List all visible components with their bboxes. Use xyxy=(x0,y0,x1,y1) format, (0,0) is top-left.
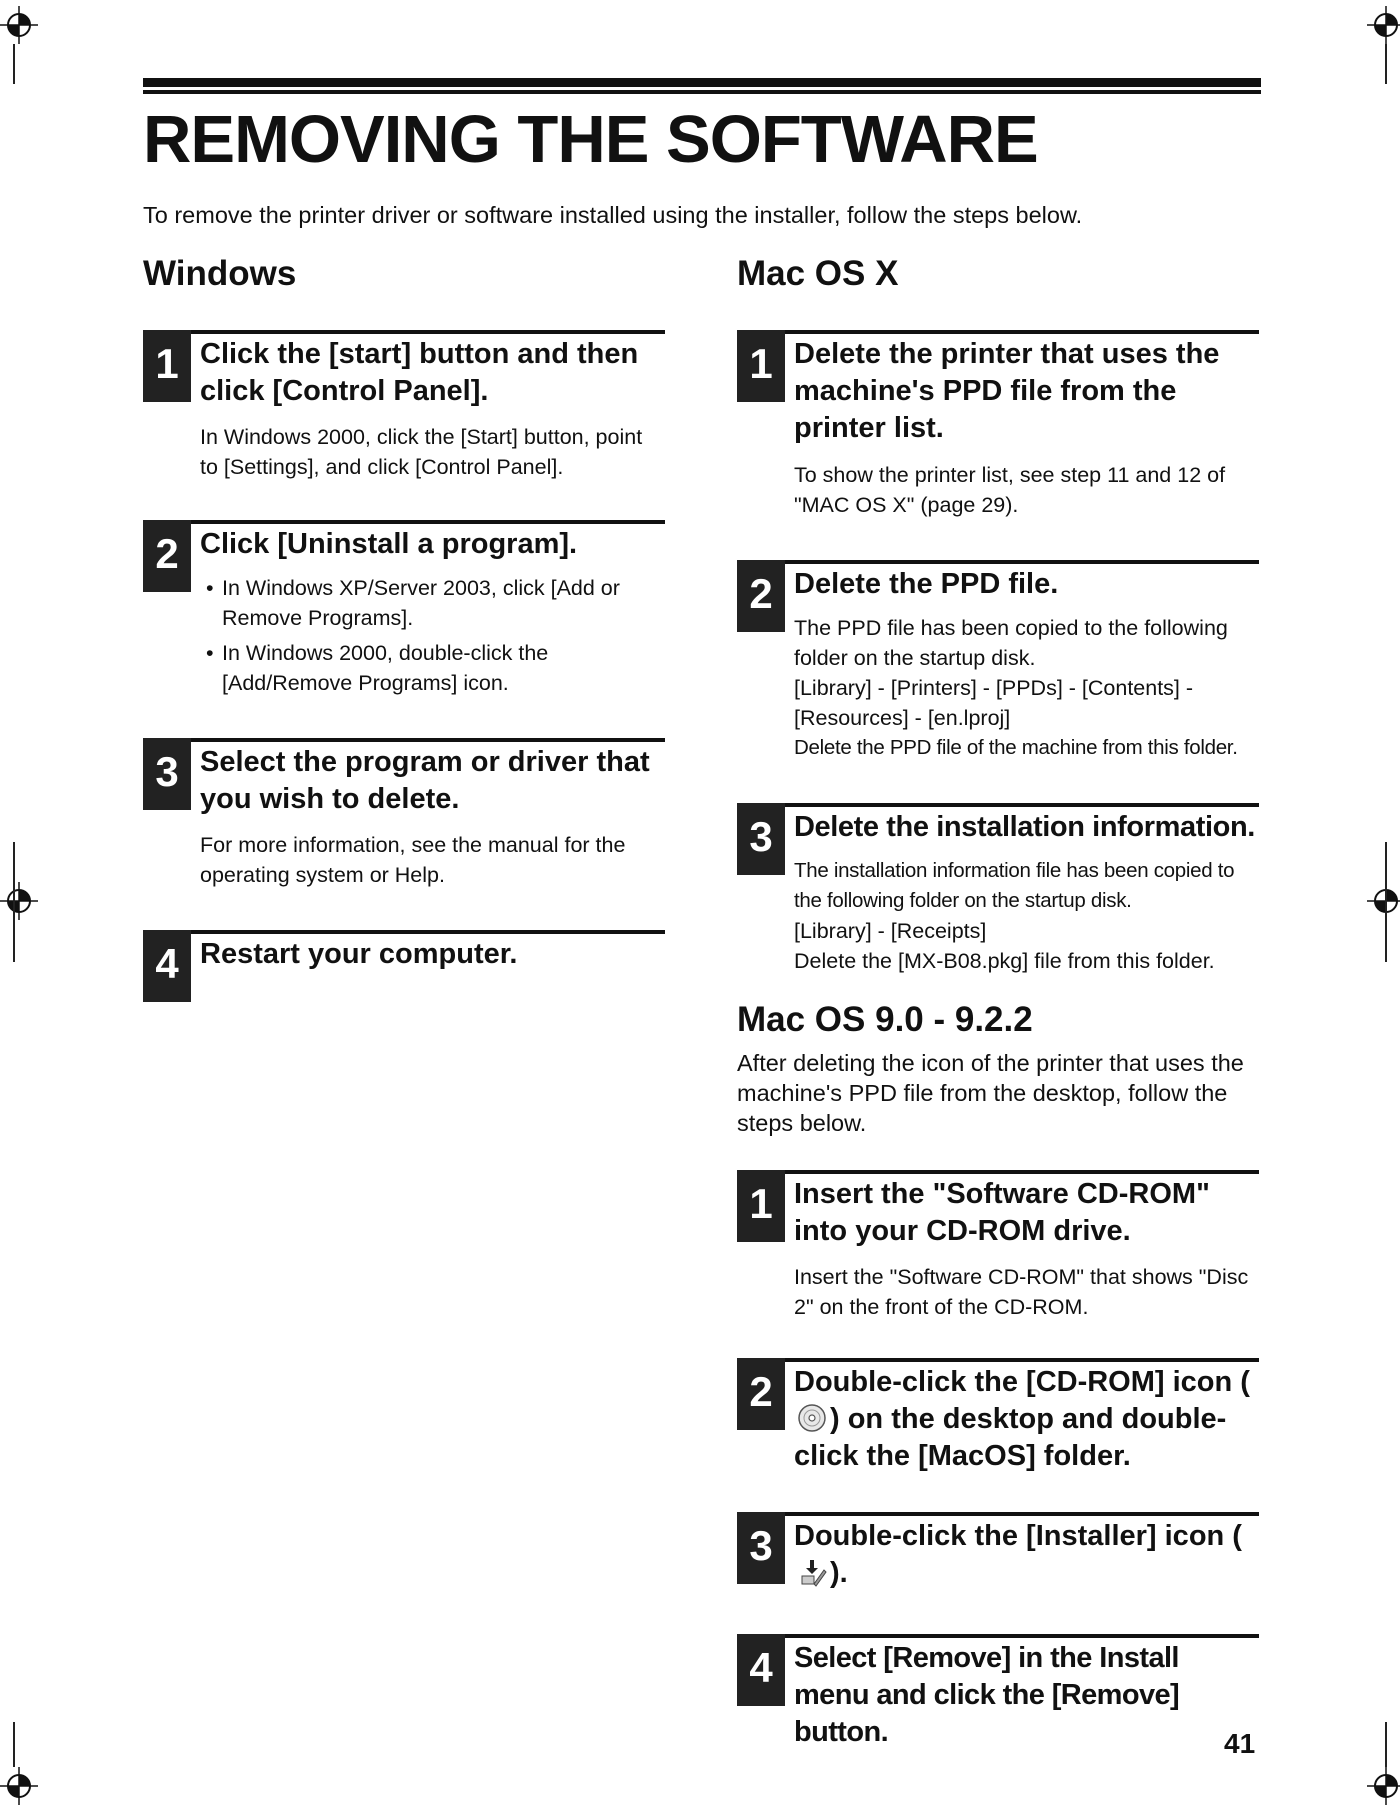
registration-mark-mid-left xyxy=(0,882,38,920)
step-heading: Click the [start] button and then click [Control Panel]. xyxy=(200,338,639,407)
step-rule xyxy=(143,738,665,742)
step-rule xyxy=(143,520,665,524)
step-body: In Windows 2000, click the [Start] button, point to [Settings], and click [Control Panel]. xyxy=(200,425,643,479)
step-number: 4 xyxy=(143,930,191,1002)
step-heading: Click [Uninstall a program]. xyxy=(200,528,578,560)
intro-text: To remove the printer driver or software installed using the installer, follow the steps below. xyxy=(143,202,1083,228)
step-body: To show the printer list, see step 11 and 12 of "MAC OS X" (page 29). xyxy=(794,463,1226,517)
step-heading-part: Double-click the [Installer] icon ( xyxy=(794,1520,1242,1552)
crop-line xyxy=(1385,44,1387,84)
macos9-heading: Mac OS 9.0 - 9.2.2 xyxy=(737,1000,1033,1039)
registration-mark-mid-right xyxy=(1367,882,1400,920)
body-line: The installation information file has been copied to the following folder on the startup disk. xyxy=(794,859,1235,912)
step-rule xyxy=(737,1358,1259,1362)
step-heading-part: ). xyxy=(830,1557,848,1589)
step-number: 2 xyxy=(737,560,785,632)
body-line: [Library] - [Receipts] xyxy=(794,919,987,943)
page-title: REMOVING THE SOFTWARE xyxy=(143,102,1038,177)
cd-rom-icon xyxy=(796,1402,828,1434)
step-rule xyxy=(737,803,1259,807)
windows-heading: Windows xyxy=(143,254,297,293)
registration-mark-top-left xyxy=(0,6,38,44)
bullet-item: • In Windows 2000, double-click the [Add/Remove Programs] icon. xyxy=(200,638,665,698)
step-rule xyxy=(737,1634,1259,1638)
step-number: 3 xyxy=(143,738,191,810)
step-heading: Delete the printer that uses the machine's PPD file from the printer list. xyxy=(794,338,1220,444)
title-rule xyxy=(143,78,1261,87)
body-line: Delete the PPD file of the machine from this folder. xyxy=(794,736,1238,759)
step-body: For more information, see the manual for the operating system or Help. xyxy=(200,833,626,887)
title-rule-thin xyxy=(143,90,1261,94)
step-heading: Select [Remove] in the Install menu and click the [Remove] button. xyxy=(794,1642,1180,1748)
step-rule xyxy=(737,560,1259,564)
body-line: [Library] - [Printers] - [PPDs] - [Contents] - [Resources] - [en.lproj] xyxy=(794,676,1194,730)
macosx-heading: Mac OS X xyxy=(737,254,899,293)
step-rule xyxy=(143,930,665,934)
crop-line xyxy=(13,842,15,962)
step-body xyxy=(794,613,1259,763)
page-number: 41 xyxy=(1224,1728,1256,1759)
crop-line xyxy=(1385,1722,1387,1767)
step-body xyxy=(200,573,665,703)
step-number: 1 xyxy=(737,1170,785,1242)
step-rule xyxy=(737,1170,1259,1174)
macos9-intro: After deleting the icon of the printer that uses the machine's PPD file from the desktop, follow the steps below. xyxy=(737,1050,1244,1136)
step-heading: Delete the installation information. xyxy=(794,811,1255,843)
step-heading-part: Double-click the [CD-ROM] icon ( xyxy=(794,1366,1250,1398)
crop-line xyxy=(1385,842,1387,962)
bullet-item: • In Windows XP/Server 2003, click [Add or Remove Programs]. xyxy=(200,573,665,633)
crop-line xyxy=(13,1722,15,1767)
step-rule xyxy=(737,1512,1259,1516)
step-heading: Insert the "Software CD-ROM" into your CD-ROM drive. xyxy=(794,1178,1210,1247)
step-heading-part: ) on the desktop and double-click the [MacOS] folder. xyxy=(794,1403,1227,1472)
registration-mark-top-right xyxy=(1367,6,1400,44)
installer-icon xyxy=(796,1556,828,1588)
step-heading: Restart your computer. xyxy=(200,938,518,970)
crop-line xyxy=(13,44,15,84)
step-number: 3 xyxy=(737,803,785,875)
step-number: 2 xyxy=(737,1358,785,1430)
body-line: The PPD file has been copied to the following folder on the startup disk. xyxy=(794,616,1228,670)
step-number: 1 xyxy=(737,330,785,402)
step-heading: Select the program or driver that you wish to delete. xyxy=(200,746,650,815)
registration-mark-bottom-left xyxy=(0,1767,38,1805)
step-heading xyxy=(794,1518,1259,1592)
registration-mark-bottom-right xyxy=(1367,1767,1400,1805)
step-number: 4 xyxy=(737,1634,785,1706)
step-heading: Delete the PPD file. xyxy=(794,568,1059,600)
step-body xyxy=(794,856,1259,976)
step-number: 2 xyxy=(143,520,191,592)
step-number: 3 xyxy=(737,1512,785,1584)
step-rule xyxy=(143,330,665,334)
step-rule xyxy=(737,330,1259,334)
body-line: Delete the [MX-B08.pkg] file from this folder. xyxy=(794,949,1215,973)
step-number: 1 xyxy=(143,330,191,402)
step-body: Insert the "Software CD-ROM" that shows "Disc 2" on the front of the CD-ROM. xyxy=(794,1265,1249,1319)
step-heading xyxy=(794,1364,1259,1475)
